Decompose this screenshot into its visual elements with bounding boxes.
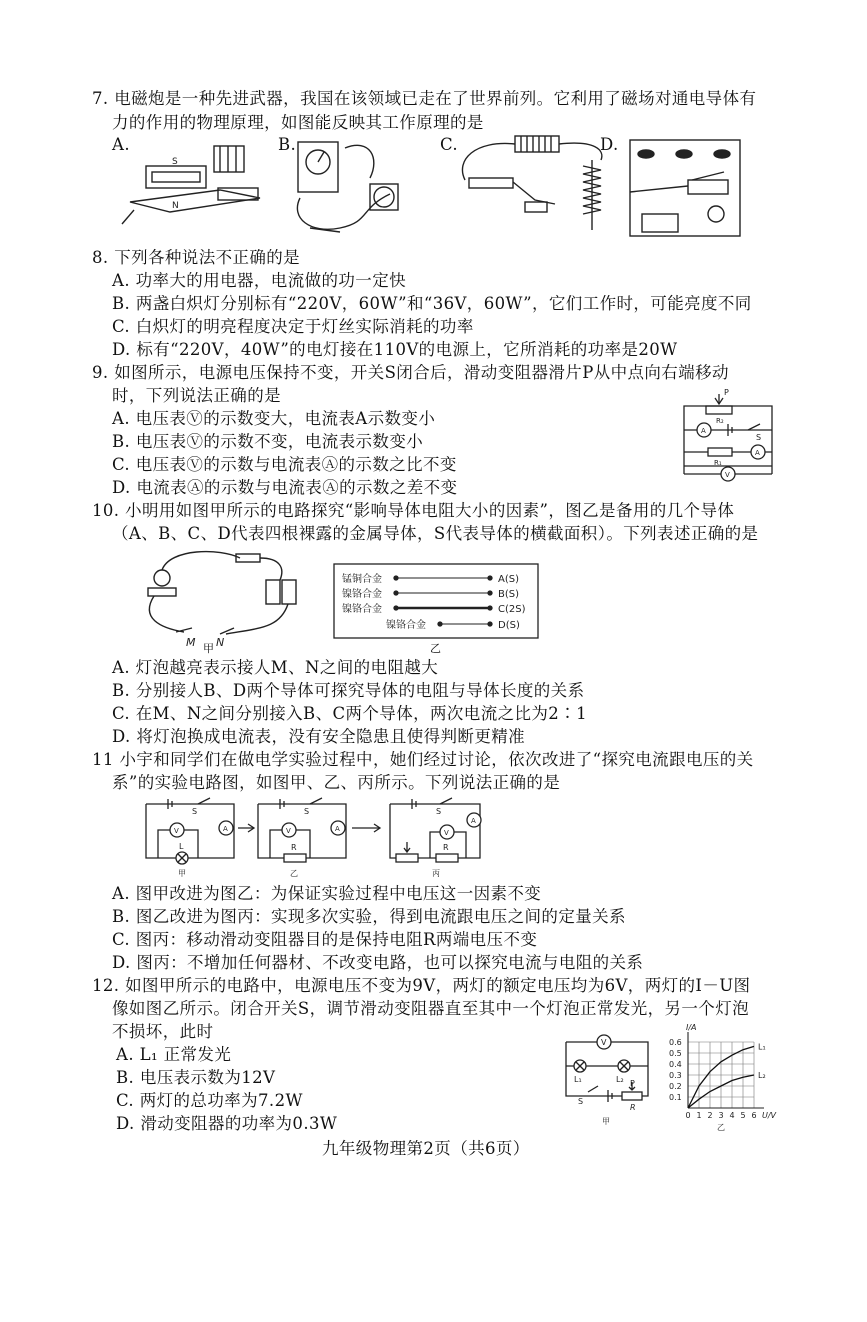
chart-y-axis-label: I/A xyxy=(686,1023,697,1032)
q7-figure-d xyxy=(628,136,758,241)
chart-y-tick-label: 0.4 xyxy=(669,1060,682,1069)
q7-fig-a-s: S xyxy=(172,157,178,167)
q9-option-d: D. 电流表Ⓐ的示数与电流表Ⓐ的示数之差不变 xyxy=(112,478,458,497)
chart-y-tick-label: 0.6 xyxy=(669,1038,682,1047)
q11-yi-v: V xyxy=(286,827,291,835)
q7-fig-a-n: N xyxy=(172,201,179,211)
chart-x-tick-label: 4 xyxy=(729,1111,735,1120)
q7-stem-line2: 力的作用的物理原理，如图能反映其工作原理的是 xyxy=(112,113,484,132)
q10-fig-n: N xyxy=(216,636,225,648)
q8-option-d: D. 标有“220V，40W”的电灯接在110V的电源上，它所消耗的功率是20W xyxy=(112,340,678,359)
q12-fig-caption-jia: 甲 xyxy=(602,1117,610,1126)
q8-option-a: A. 功率大的用电器，电流做的功一定快 xyxy=(112,271,407,290)
q8-option-c: C. 白炽灯的明亮程度决定于灯丝实际消耗的功率 xyxy=(112,317,474,336)
q11-jia-s: S xyxy=(192,807,198,816)
q11-circuit-diagrams xyxy=(140,796,500,886)
q9-fig-ammeter1: A xyxy=(701,427,706,435)
q12-iu-chart xyxy=(662,1022,782,1134)
q11-circuit-bing xyxy=(390,798,481,878)
q10-stem-line2: （A、B、C、D代表四根裸露的金属导体，S代表导体的横截面积）。下列表述正确的是 xyxy=(112,524,759,543)
chart-y-tick-label: 0.3 xyxy=(669,1071,682,1080)
q11-bing-caption: 丙 xyxy=(432,869,440,878)
q9-option-a: A. 电压表Ⓥ的示数变大，电流表A示数变小 xyxy=(112,409,436,428)
q11-yi-caption: 乙 xyxy=(290,869,298,878)
q11-jia-l: L xyxy=(179,842,184,851)
q7-option-b: B. xyxy=(278,135,297,154)
q11-bing-s: S xyxy=(436,807,442,816)
q10-wire-d-label: D(S) xyxy=(498,620,520,631)
q10-wire-a-name: 锰铜合金 xyxy=(342,574,382,585)
q9-circuit-diagram xyxy=(672,386,784,490)
q8-option-b: B. 两盏白炽灯分别标有“220V，60W”和“36V，60W”，它们工作时，可能亮度不同 xyxy=(112,294,752,313)
chart-y-tick-label: 0.2 xyxy=(669,1082,682,1091)
q11-circuit-yi xyxy=(258,798,346,878)
q9-fig-ammeter2: A xyxy=(755,449,760,457)
q10-wire-c-label: C(2S) xyxy=(498,604,526,615)
q11-option-c: C. 图丙：移动滑动变阻器目的是保持电阻R两端电压不变 xyxy=(112,930,538,949)
q10-option-b: B. 分别接人B、D两个导体可探究导体的电阻与导体长度的关系 xyxy=(112,681,585,700)
q9-stem-line1: 9. 如图所示，电源电压保持不变，开关S闭合后，滑动变阻器滑片P从中点向右端移动 xyxy=(92,363,729,382)
q11-yi-a: A xyxy=(335,825,340,833)
q10-wire-a-label: A(S) xyxy=(498,574,519,585)
q7-figure-c xyxy=(455,130,615,240)
q10-stem-line1: 10. 小明用如图甲所示的电路探究“影响导体电阻大小的因素”，图乙是备用的几个导体 xyxy=(92,501,735,520)
q11-stem-line1: 11 小宇和同学们在做电学实验过程中，她们经过讨论，依次改进了“探究电流跟电压的关 xyxy=(92,750,754,769)
q10-wire-b-name: 镍铬合金 xyxy=(342,589,382,600)
q11-circuit-jia xyxy=(146,798,234,878)
q10-figure-jia xyxy=(140,548,320,648)
q9-fig-s: S xyxy=(756,433,762,442)
q12-fig-l1: L₁ xyxy=(574,1075,582,1084)
q9-option-b: B. 电压表Ⓥ的示数不变，电流表示数变小 xyxy=(112,432,424,451)
q12-option-d: D. 滑动变阻器的功率为0.3W xyxy=(116,1114,338,1133)
q12-option-b: B. 电压表示数为12V xyxy=(116,1068,276,1087)
q11-yi-r: R xyxy=(291,843,297,852)
page-footer: 九年级物理第2页（共6页） xyxy=(322,1139,530,1158)
q7-option-d: D. xyxy=(600,135,619,154)
chart-y-tick-label: 0.5 xyxy=(669,1049,682,1058)
q9-option-c: C. 电压表Ⓥ的示数与电流表Ⓐ的示数之比不变 xyxy=(112,455,457,474)
q10-caption-jia: 甲 xyxy=(203,642,214,655)
q10-caption-yi: 乙 xyxy=(430,642,441,655)
q12-fig-s: S xyxy=(578,1097,584,1106)
q12-circuit-jia xyxy=(558,1030,658,1126)
q10-option-d: D. 将灯泡换成电流表，没有安全隐患且使得判断更精准 xyxy=(112,727,526,746)
chart-series-label-2: L₂ xyxy=(758,1071,766,1080)
q11-jia-v: V xyxy=(174,827,179,835)
q9-fig-voltmeter: V xyxy=(725,471,730,479)
chart-x-tick-label: 2 xyxy=(707,1111,713,1120)
chart-x-tick-label: 1 xyxy=(696,1111,702,1120)
q9-fig-r2: R₂ xyxy=(716,417,724,425)
q10-fig-m: M xyxy=(186,636,196,648)
chart-y-tick-label: 0.1 xyxy=(669,1093,682,1102)
q11-option-d: D. 图丙：不增加任何器材、不改变电路，也可以探究电流与电阻的关系 xyxy=(112,953,644,972)
chart-x-tick-label: 3 xyxy=(718,1111,724,1120)
q7-option-c: C. xyxy=(440,135,459,154)
chart-x-axis-label: U/V xyxy=(762,1111,777,1120)
q11-jia-a: A xyxy=(223,825,228,833)
q11-yi-s: S xyxy=(304,807,310,816)
q11-bing-r: R xyxy=(443,843,449,852)
q9-fig-r1: R₁ xyxy=(714,459,722,467)
q12-fig-p: P xyxy=(630,1079,635,1088)
chart-x-tick-label: 5 xyxy=(740,1111,746,1120)
q7-figure-a xyxy=(120,140,280,230)
q11-option-b: B. 图乙改进为图丙：实现多次实验，得到电流跟电压之间的定量关系 xyxy=(112,907,626,926)
q12-fig-r: R xyxy=(630,1103,636,1112)
q12-fig-l2: L₂ xyxy=(616,1075,624,1084)
q8-stem: 8. 下列各种说法不正确的是 xyxy=(92,248,301,267)
q10-option-a: A. 灯泡越亮表示接人M、N之间的电阻越大 xyxy=(112,658,439,677)
q11-stem-line2: 系”的实验电路图，如图甲、乙、丙所示。下列说法正确的是 xyxy=(112,773,561,792)
q9-stem-line2: 时，下列说法正确的是 xyxy=(112,386,281,405)
q10-wire-b-label: B(S) xyxy=(498,589,520,600)
q10-option-c: C. 在M、N之间分别接入B、C两个导体，两次电流之比为2∶1 xyxy=(112,704,588,723)
q10-wire-d-name: 镍铬合金 xyxy=(386,620,426,631)
q9-fig-p: P xyxy=(724,388,729,397)
q7-stem-line1: 7. 电磁炮是一种先进武器，我国在该领域已走在了世界前列。它利用了磁场对通电导体有 xyxy=(92,89,757,108)
q7-option-a: A. xyxy=(112,135,130,154)
q11-option-a: A. 图甲改进为图乙：为保证实验过程中电压这一因素不变 xyxy=(112,884,542,903)
q11-bing-v: V xyxy=(444,829,449,837)
q12-stem-line1: 12. 如图甲所示的电路中，电源电压不变为9V，两灯的额定电压均为6V，两灯的I－U图 xyxy=(92,976,751,995)
q11-jia-caption: 甲 xyxy=(178,869,186,878)
chart-x-tick-label: 0 xyxy=(685,1111,691,1120)
chart-caption: 乙 xyxy=(717,1123,725,1132)
q12-option-c: C. 两灯的总功率为7.2W xyxy=(116,1091,303,1110)
q7-figure-b xyxy=(290,138,425,238)
q10-figure-yi-conductors xyxy=(332,562,542,642)
q12-fig-v: V xyxy=(601,1038,607,1047)
q12-option-a: A. L₁ 正常发光 xyxy=(116,1045,232,1064)
q12-stem-line3: 不损坏，此时 xyxy=(112,1022,214,1041)
chart-x-tick-label: 6 xyxy=(751,1111,757,1120)
q11-bing-a: A xyxy=(471,817,476,825)
chart-series-label-1: L₁ xyxy=(758,1042,766,1052)
q10-wire-c-name: 镍铬合金 xyxy=(342,604,382,615)
q12-stem-line2: 像如图乙所示。闭合开关S，调节滑动变阻器直至其中一个灯泡正常发光，另一个灯泡 xyxy=(112,999,750,1018)
